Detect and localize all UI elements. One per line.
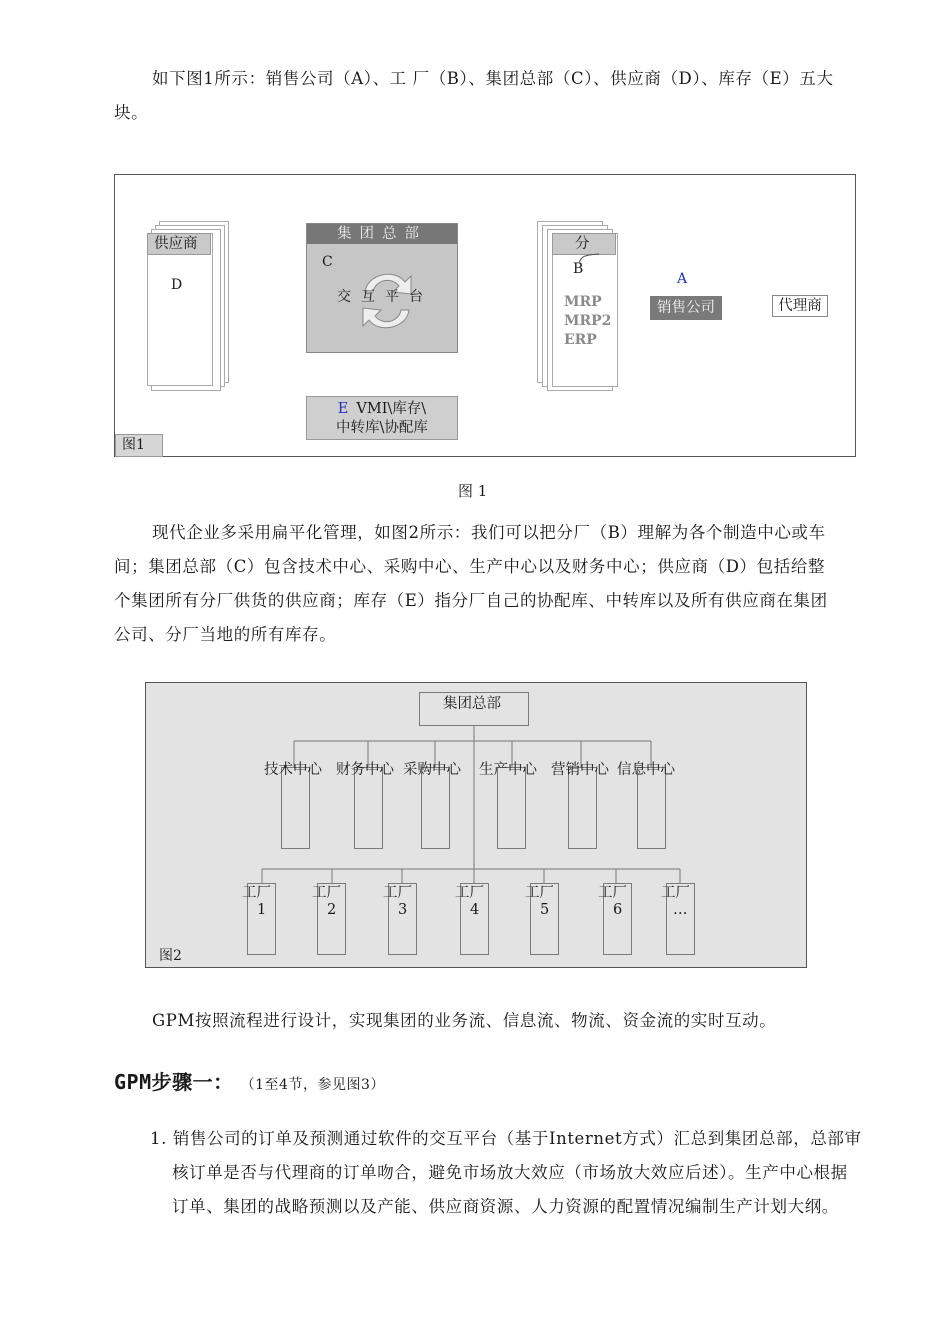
center-box-4 (497, 767, 526, 849)
factory-number-3: 3 (398, 902, 408, 918)
inventory-box (306, 396, 458, 440)
step-heading-note: （1至4节，参见图3） (247, 1077, 385, 1093)
inventory-line-1: VMI\库存\ (356, 401, 427, 417)
center-label-6: 信息中心 (617, 762, 675, 778)
figure1-caption: 图 1 (458, 482, 488, 500)
org-root-label: 集团总部 (443, 696, 501, 712)
branch-letter: B (573, 261, 584, 277)
center-box-1 (281, 767, 310, 849)
platform-label: 交互平台 (337, 289, 433, 305)
mrp-list (564, 293, 611, 350)
step-heading-text: GPM步骤一： (114, 1070, 234, 1094)
step-heading (114, 1066, 385, 1095)
center-box-6 (637, 767, 666, 849)
branch-pointer-icon (577, 251, 601, 265)
inventory-letter: E (337, 401, 349, 417)
figure1-corner-label: 图1 (115, 434, 163, 457)
mrp-line-2: MRP2 (564, 313, 612, 329)
center-label-2: 财务中心 (336, 762, 394, 778)
supplier-letter: D (171, 277, 183, 293)
factory-label-7: 工厂 (661, 885, 690, 901)
factory-number-2: 2 (327, 902, 337, 918)
sales-letter: A (677, 271, 688, 287)
list-item-1: 1. 销售公司的订单及预测通过软件的交互平台（基于Internet方式）汇总到集团总部，总部审核订单是否与代理商的订单吻合，避免市场放大效应（市场放大效应后述）。生产中心根据订单、集团的战略预测以及产能、供应商资源、人力资源的配置情况编制生产计划大纲。 (150, 1129, 862, 1216)
mrp-line-1: MRP (564, 294, 602, 310)
flat-management-paragraph: 现代企业多采用扁平化管理，如图2所示：我们可以把分厂（B）理解为各个制造中心或车间；集团总部（C）包含技术中心、采购中心、生产中心以及财务中心；供应商（D）包括给整个集团所有分厂供货的供应商；库存（E）指分厂自己的协配库、中转库以及所有供应商在集团公司、分厂当地的所有库存。 (114, 523, 828, 644)
factory-number-5: 5 (540, 902, 550, 918)
center-box-2 (354, 767, 383, 849)
supplier-page (147, 233, 213, 386)
inventory-line-2: 中转库\协配库 (336, 420, 428, 436)
figure2-corner-label: 图2 (159, 948, 182, 964)
agent-box: 代理商 (772, 295, 828, 317)
factory-label-4: 工厂 (455, 885, 484, 901)
gpm-paragraph: GPM按照流程进行设计，实现集团的业务流、信息流、物流、资金流的实时互动。 (152, 1011, 777, 1030)
factory-number-7: … (673, 902, 688, 918)
center-label-5: 营销中心 (551, 762, 609, 778)
hq-title: 集团总部 (307, 224, 457, 244)
sales-company-box: 销售公司 (650, 296, 722, 320)
center-label-3: 采购中心 (403, 762, 461, 778)
hq-letter: C (322, 254, 333, 270)
center-label-1: 技术中心 (264, 762, 322, 778)
factory-label-6: 工厂 (598, 885, 627, 901)
factory-number-4: 4 (470, 902, 480, 918)
factory-label-5: 工厂 (525, 885, 554, 901)
factory-label-1: 工厂 (242, 885, 271, 901)
intro-paragraph: 如下图1所示：销售公司（A）、工 厂（B）、集团总部（C）、供应商（D）、库存（E）五大块。 (114, 69, 834, 122)
factory-number-1: 1 (257, 902, 267, 918)
supplier-label: 供应商 (147, 233, 211, 255)
factory-label-2: 工厂 (312, 885, 341, 901)
center-box-5 (568, 767, 597, 849)
branch-label: 分 (552, 233, 616, 255)
factory-number-6: 6 (613, 902, 623, 918)
mrp-line-3: ERP (564, 332, 597, 348)
hq-box (306, 223, 458, 353)
center-label-4: 生产中心 (479, 762, 537, 778)
factory-label-3: 工厂 (383, 885, 412, 901)
center-box-3 (421, 767, 450, 849)
figure-2 (145, 682, 807, 968)
figure-1 (114, 174, 856, 457)
